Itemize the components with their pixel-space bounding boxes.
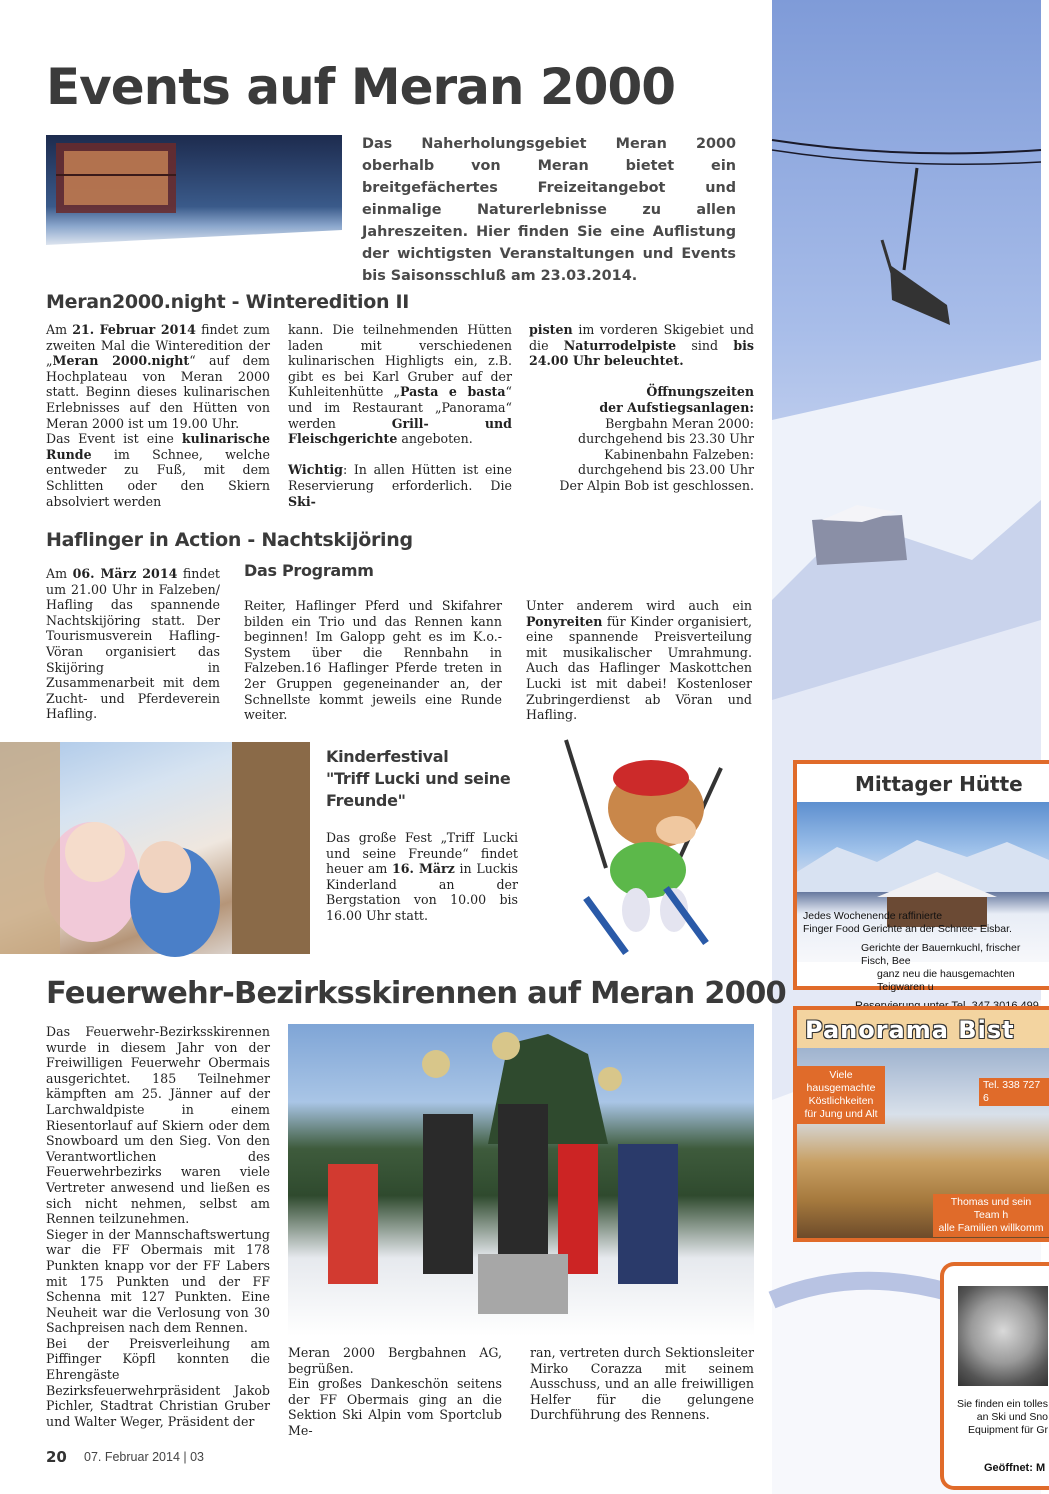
panorama-ad-tagline: Köstlichkeiten (808, 1095, 874, 1107)
panorama-ad-tagline: Viele hausgemachte (806, 1069, 876, 1094)
panorama-bistro-ad[interactable] (793, 1006, 1049, 1242)
programm-heading: Das Programm (244, 561, 374, 580)
feuerwehr-col1: Das Feuerwehr-Bezirksskirennen wurde in diesem Jahr von der Freiwilligen Feuerwehr Obermais ausgerichtet. 185 Teilnehmer kämpften am 25. Jänner auf der Larchwaldpiste in einem Riesentorlauf auf Skiern oder dem Snowboard um den Sieg. Von den Verantwortlichen des Feuerwehrbezirks waren viele Vertreter anwesend und ließen es sich nicht nehmen, selbst am Rennen teilzunehmen. (46, 1024, 270, 1227)
feuerwehr-col2: Meran 2000 Bergbahnen AG, begrüßen. Ein großes Dankeschön seitens der FF Obermais ging an die Sektion Ski Alpin vom Sportclub Me- (288, 1345, 502, 1438)
page-number: 20 (46, 1448, 67, 1466)
feuerwehr-col3: ran, vertreten durch Sektionsleiter Mirko Corazza mit seinem Ausschuss, und an alle freiwilligen Helfer für die gelungene Durchführung des Rennens. (530, 1345, 754, 1423)
ski-ad-line: Equipment für Gr (968, 1424, 1048, 1436)
mittager-ad-line: ganz neu die hausgemachten Teigwaren u (877, 968, 1015, 993)
panorama-ad-team: alle Familien willkomm (938, 1222, 1044, 1234)
feuerwehr-heading: Feuerwehr-Bezirksskirennen auf Meran 2000 (46, 976, 786, 1011)
issue-date: 07. Februar 2014 | 03 (84, 1450, 204, 1464)
night-col3: pisten im vorderen Skigebiet und die Naturrodelpiste sind bis 24.00 Uhr beleuchtet. (529, 322, 754, 369)
kinder-heading: Freunde" (326, 791, 406, 810)
hours-heading: Öffnungszeiten (646, 384, 754, 400)
feuerwehr-col1: Bei der Preisverleihung am Piffinger Köpfl konnten die Ehrengäste Bezirksfeuerwehrpräsident Jakob Pichler, Stadtrat Christian Gruber und Walter Weger, Präsident der (46, 1335, 270, 1429)
mittager-ad-line: Finger Food Gerichte an der Schnee- Eisbar. (803, 923, 1012, 935)
page-title: Events auf Meran 2000 (46, 58, 676, 116)
kids-in-snow-photo (0, 742, 310, 954)
night-col2b: Wichtig: In allen Hütten ist eine Reservierung erforderlich. Die Ski- (288, 462, 512, 509)
lucki-mascot-illustration (556, 738, 756, 970)
panorama-ad-phone: Tel. 338 727 6 (979, 1078, 1049, 1106)
portrait-photo (958, 1286, 1048, 1386)
feuerwehr-col1: Sieger in der Mannschaftswertung war die FF Obermais mit 178 Punkten knapp vor der FF Labers mit 175 Punkten und der FF Schenna mit 127 Punkten. Eine Neuheit war die Verlosung von 30 Sachpreisen nach dem Rennen. (46, 1226, 270, 1336)
kinder-heading: Kinderfestival (326, 747, 449, 766)
hours-line: Kabinenbahn Falzeben: (604, 446, 754, 462)
panorama-ad-tagline: für Jung und Alt (804, 1108, 878, 1120)
kinder-body: Das große Fest „Triff Lucki und seine Freunde“ findet heuer am 16. März in Luckis Kinderland an der Bergstation von 10.00 bis 16.00 Uhr statt. (326, 830, 519, 923)
mittager-ad-title: Mittager Hütte (855, 772, 1023, 796)
hours-line: durchgehend bis 23.00 Uhr (578, 462, 754, 478)
night-station-illustration (46, 135, 342, 265)
kinder-heading: "Triff Lucki und seine (326, 769, 511, 788)
night-col2: kann. Die teilnehmenden Hütten laden mit verschiedenen kulinarischen Highligts ein, z.B. gibt es bei Karl Gruber auf der Kuhleitenhütte „Pasta e basta“ und im Restaurant „Panorama“ werden Grill- und Fleischgerichte angeboten. (288, 322, 512, 447)
hours-line: Der Alpin Bob ist geschlossen. (559, 477, 754, 493)
hours-heading: der Aufstiegsanlagen: (599, 399, 754, 415)
ski-ad-opening: Geöffnet: M (984, 1462, 1046, 1474)
mittager-ad-line: Jedes Wochenende raffinierte (803, 910, 943, 922)
podium-illustration (288, 1024, 754, 1336)
haflinger-heading: Haflinger in Action - Nachtskijöring (46, 529, 413, 551)
mittager-huette-ad[interactable] (793, 760, 1049, 993)
kids-illustration (0, 742, 310, 954)
ski-ad-line: an Ski und Sno (976, 1411, 1048, 1423)
hours-line: Bergbahn Meran 2000: (605, 415, 754, 431)
night-col1b: Das Event ist eine kulinarische Runde im Schnee, welche entweder zu Fuß, mit dem Schlitten oder den Skiern absolviert werden (46, 431, 270, 509)
haflinger-col2: Reiter, Haflinger Pferd und Skifahrer bilden ein Trio und das Rennen kann beginnen! Im Galopp geht es im K.o.-System über die Rennbahn in Falzeben.16 Haflinger Pferde treten in 2er Gruppen gegeneinander an, der Schnellste kommt jeweils eine Runde weiter. (244, 598, 502, 723)
ski-race-podium-photo (288, 1024, 754, 1336)
mittager-ad-line: Gerichte der Bauernkuchl, frischer Fisch, Bee (861, 942, 1021, 967)
hours-line: durchgehend bis 23.30 Uhr (578, 431, 754, 447)
panorama-ad-team: Thomas und sein Team h (950, 1196, 1032, 1221)
intro-text: Das Naherholungsgebiet Meran 2000 oberhalb von Meran bietet ein breitgefächertes Freizeitangebot und einmalige Naturerlebnisse zu allen Jahreszeiten. Hier finden Sie eine Auflistung der wichtigsten Veranstaltungen und Events bis Saisonsschluß am 23.03.2014. (362, 136, 736, 284)
haflinger-col3: Unter anderem wird auch ein Ponyreiten für Kinder organisiert, eine spannende Preisverteilung mit musikalischer Umrahmung. Auch das Haflinger Maskottchen Lucki ist mit dabei! Kostenloser Zubringerdienst ab Vöran und Hafling. (526, 598, 752, 723)
haflinger-col1: Am 06. März 2014 findet um 21.00 Uhr in Falzeben/ Hafling das spannende Nachtskijöring statt. Der Tourismusverein Hafling-Vöran organisiert das Skijöring in Zusammenarbeit mit dem Zucht- und Pferdeverein Hafling. (46, 566, 220, 722)
ski-ad-line: Sie finden ein tolles (956, 1398, 1048, 1410)
night-heading: Meran2000.night - Winteredition II (46, 291, 410, 313)
cable-car-station-photo (46, 135, 342, 265)
night-col1: Am 21. Februar 2014 findet zum zweiten Mal die Winteredition der „Meran 2000.night“ auf dem Hochplateau von Meran 2000 statt. Beginn dieses kulinarischen Erlebnisses auf den Hütten von Meran 2000 ist um 19.00 Uhr. (46, 322, 270, 431)
ski-rental-ad[interactable] (940, 1262, 1049, 1490)
panorama-ad-title: Panorama Bist (805, 1016, 1015, 1044)
